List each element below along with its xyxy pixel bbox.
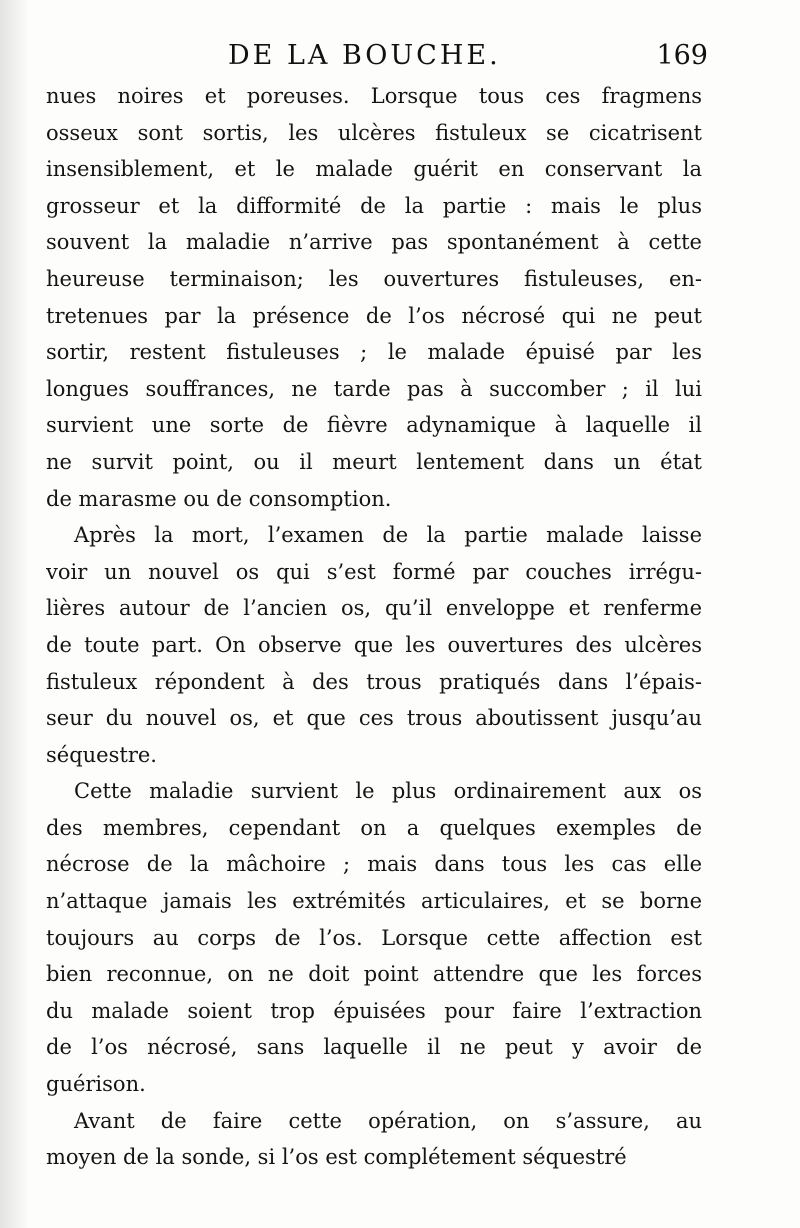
text-line: sortir, restent fistuleuses ; le malade épuisé par les (46, 340, 702, 365)
text-line: osseux sont sortis, les ulcères fistuleux se cicatrisent (46, 120, 702, 145)
page-number: 169 (656, 40, 708, 71)
text-line: seur du nouvel os, et que ces trous aboutissent jusqu’au (46, 706, 702, 731)
page-header (228, 40, 708, 80)
text-line: séquestre. (46, 742, 157, 767)
text-line: de toute part. On observe que les ouvertures des ulcères (46, 632, 702, 657)
text-line: heureuse terminaison; les ouvertures fistuleuses, en- (46, 266, 702, 291)
text-line: insensiblement, et le malade guérit en conservant la (46, 157, 702, 182)
text-line: grosseur et la difformité de la partie : mais le plus (46, 193, 702, 218)
text-line: toujours au corps de l’os. Lorsque cette affection est (46, 925, 702, 950)
text-line: Cette maladie survient le plus ordinairement aux os (74, 779, 702, 804)
paragraph (46, 1103, 702, 1176)
text-line: survient une sorte de fièvre adynamique à laquelle il (46, 413, 702, 438)
paragraph (46, 78, 702, 517)
text-line: Après la mort, l’examen de la partie malade laisse (74, 523, 702, 548)
paragraph (46, 773, 702, 1102)
text-line: longues souffrances, ne tarde pas à succomber ; il lui (46, 376, 702, 401)
text-line: ne survit point, ou il meurt lentement dans un état (46, 449, 702, 474)
text-line: des membres, cependant on a quelques exemples de (46, 815, 702, 840)
text-line: Avant de faire cette opération, on s’assure, au (74, 1108, 702, 1133)
text-line: souvent la maladie n’arrive pas spontanément à cette (46, 230, 702, 255)
text-line: du malade soient trop épuisées pour faire l’extraction (46, 998, 702, 1023)
text-line: de marasme ou de consomption. (46, 486, 392, 511)
text-line: fistuleux répondent à des trous pratiqués dans l’épais- (46, 669, 702, 694)
body-text (46, 78, 702, 1176)
text-line: voir un nouvel os qui s’est formé par couches irrégu- (46, 559, 702, 584)
text-line: n’attaque jamais les extrémités articulaires, et se borne (46, 889, 702, 914)
text-line: nécrose de la mâchoire ; mais dans tous les cas elle (46, 852, 702, 877)
text-line: lières autour de l’ancien os, qu’il enveloppe et renferme (46, 596, 702, 621)
text-line: bien reconnue, on ne doit point attendre que les forces (46, 962, 702, 987)
text-line: tretenues par la présence de l’os nécrosé qui ne peut (46, 303, 702, 328)
running-title: DE LA BOUCHE. (228, 40, 501, 71)
text-line: guérison. (46, 1072, 146, 1097)
text-line: de l’os nécrosé, sans laquelle il ne peut y avoir de (46, 1035, 702, 1060)
paragraph (46, 517, 702, 773)
text-line: moyen de la sonde, si l’os est complétement séquestré (46, 1145, 627, 1170)
text-line: nues noires et poreuses. Lorsque tous ces fragmens (46, 84, 702, 108)
